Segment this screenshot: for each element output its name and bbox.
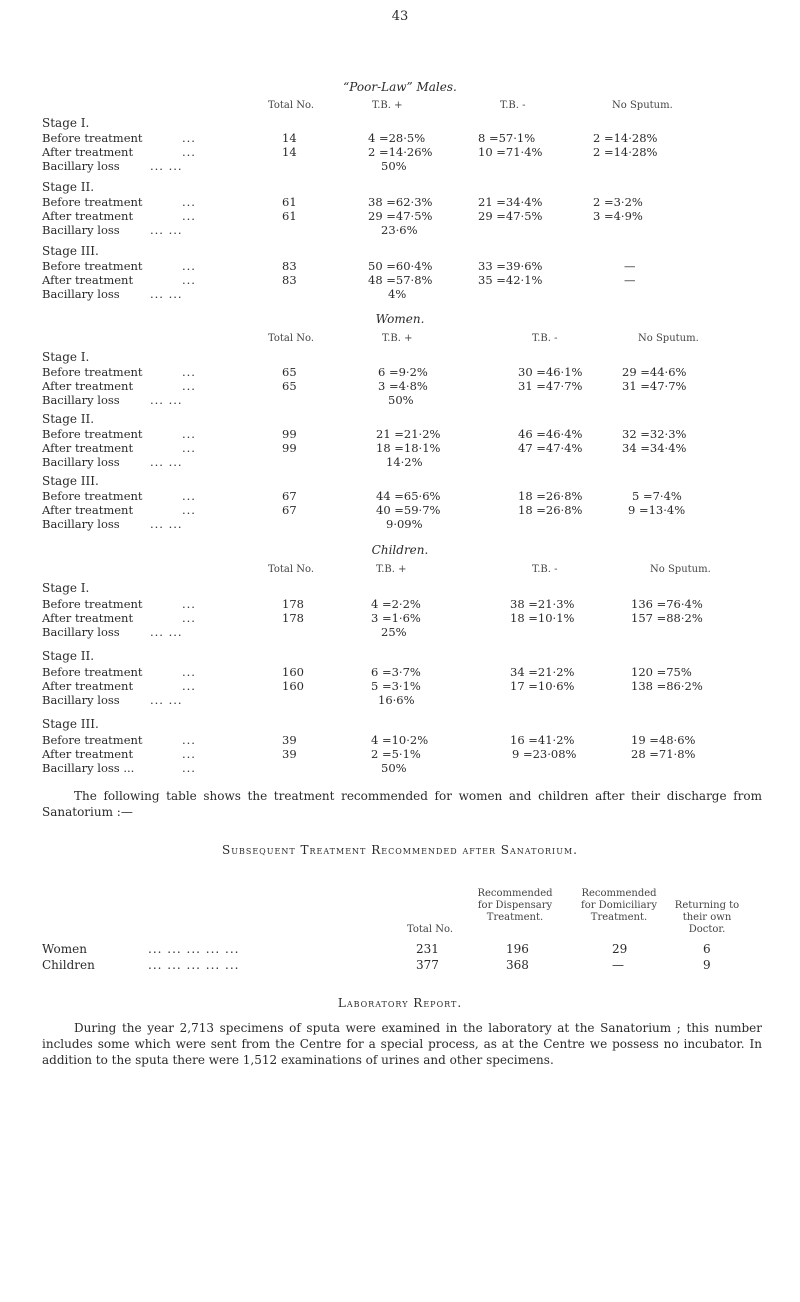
table-row xyxy=(0,942,800,956)
table-row xyxy=(0,427,800,441)
no-sputum-cell: — xyxy=(624,273,636,287)
row-label: Before treatment xyxy=(42,365,143,379)
table-row xyxy=(0,209,800,223)
tb-positive-cell: 3 =4·8% xyxy=(378,379,428,393)
table-row xyxy=(0,665,800,679)
row-label: Bacillary loss xyxy=(42,693,120,707)
tb-negative-cell: 47 =47·4% xyxy=(518,441,583,455)
tb-negative-cell: 8 =57·1% xyxy=(478,131,536,145)
total-cell: 178 xyxy=(282,597,304,611)
total-cell: 83 xyxy=(282,273,297,287)
table-row xyxy=(0,693,800,707)
no-sputum-cell: 3 =4·9% xyxy=(593,209,643,223)
tb-negative-cell: 17 =10·6% xyxy=(510,679,575,693)
tb-positive-cell: 4 =28·5% xyxy=(368,131,426,145)
stage-label: Stage III. xyxy=(42,474,99,488)
dispensary-cell: 196 xyxy=(506,942,529,956)
stage-label: Stage III. xyxy=(42,717,99,731)
column-header-total: Total No. xyxy=(268,100,315,111)
tb-positive-cell: 4 =10·2% xyxy=(371,733,429,747)
row-label: Before treatment xyxy=(42,427,143,441)
row-label: Before treatment xyxy=(42,259,143,273)
tb-negative-cell: 18 =10·1% xyxy=(510,611,575,625)
tb-positive-cell: 2 =14·26% xyxy=(368,145,433,159)
header-total-no: Total No. xyxy=(406,924,454,935)
table-row xyxy=(0,287,800,301)
tb-positive-cell: 2 =5·1% xyxy=(371,747,421,761)
stage-label: Stage I. xyxy=(42,350,90,364)
no-sputum-cell: 29 =44·6% xyxy=(622,365,687,379)
no-sputum-cell: 157 =88·2% xyxy=(631,611,703,625)
no-sputum-cell: 9 =13·4% xyxy=(628,503,686,517)
row-label: Women xyxy=(42,942,87,956)
table-row xyxy=(0,365,800,379)
total-cell: 99 xyxy=(282,427,297,441)
column-header-no-sputum: No Sputum. xyxy=(612,100,673,111)
bacillary-loss-cell: 9·09% xyxy=(386,517,423,531)
table-row xyxy=(0,679,800,693)
total-cell: 83 xyxy=(282,259,297,273)
total-cell: 377 xyxy=(416,958,439,972)
no-sputum-cell: — xyxy=(624,259,636,273)
total-cell: 67 xyxy=(282,489,297,503)
table-row xyxy=(0,259,800,273)
tb-positive-cell: 6 =9·2% xyxy=(378,365,428,379)
bacillary-loss-cell: 25% xyxy=(381,625,407,639)
total-cell: 178 xyxy=(282,611,304,625)
total-cell: 61 xyxy=(282,195,297,209)
no-sputum-cell: 2 =3·2% xyxy=(593,195,643,209)
intro-paragraph: The following table shows the treatment recommended for women and children after their discharge from Sanatorium :— xyxy=(42,789,762,819)
row-label: After treatment xyxy=(42,747,134,761)
row-label: After treatment xyxy=(42,679,134,693)
row-label: Before treatment xyxy=(42,489,143,503)
table-row xyxy=(0,441,800,455)
table-row xyxy=(0,223,800,237)
leader-dots: ... ... xyxy=(150,455,183,469)
leader-dots: ... xyxy=(182,679,196,693)
header-dispensary: Recommended for Dispensary Treatment. xyxy=(477,888,553,923)
row-label: After treatment xyxy=(42,611,134,625)
total-cell: 14 xyxy=(282,131,297,145)
stage-label: Stage I. xyxy=(42,116,90,130)
row-label: Before treatment xyxy=(42,195,143,209)
stage-label: Stage II. xyxy=(42,649,95,663)
row-label: After treatment xyxy=(42,273,134,287)
leader-dots: ... xyxy=(182,145,196,159)
no-sputum-cell: 138 =86·2% xyxy=(631,679,703,693)
tb-positive-cell: 50 =60·4% xyxy=(368,259,433,273)
row-label: After treatment xyxy=(42,503,134,517)
leader-dots: ... xyxy=(182,503,196,517)
total-cell: 67 xyxy=(282,503,297,517)
tb-negative-cell: 10 =71·4% xyxy=(478,145,543,159)
dispensary-cell: 368 xyxy=(506,958,529,972)
table-row xyxy=(0,455,800,469)
row-label: Bacillary loss xyxy=(42,223,120,237)
row-label: Bacillary loss xyxy=(42,517,120,531)
tb-negative-cell: 21 =34·4% xyxy=(478,195,543,209)
tb-negative-cell: 9 =23·08% xyxy=(512,747,577,761)
table-row xyxy=(0,625,800,639)
tb-negative-cell: 34 =21·2% xyxy=(510,665,575,679)
domiciliary-cell: — xyxy=(612,958,624,972)
table-row xyxy=(0,379,800,393)
tb-negative-cell: 16 =41·2% xyxy=(510,733,575,747)
leader-dots: ... ... ... ... ... xyxy=(148,942,240,956)
header-domiciliary: Recommended for Domiciliary Treatment. xyxy=(581,888,657,923)
bacillary-loss-cell: 4% xyxy=(388,287,407,301)
table-row xyxy=(0,611,800,625)
table-row xyxy=(0,747,800,761)
total-cell: 65 xyxy=(282,379,297,393)
no-sputum-cell: 19 =48·6% xyxy=(631,733,696,747)
leader-dots: ... xyxy=(182,665,196,679)
stage-label: Stage I. xyxy=(42,581,90,595)
leader-dots: ... ... xyxy=(150,625,183,639)
section-title-women: Women. xyxy=(375,312,425,326)
bacillary-loss-cell: 14·2% xyxy=(386,455,423,469)
row-label: Bacillary loss xyxy=(42,287,120,301)
leader-dots: ... ... xyxy=(150,393,183,407)
table-row xyxy=(0,597,800,611)
tb-positive-cell: 21 =21·2% xyxy=(376,427,441,441)
tb-negative-cell: 30 =46·1% xyxy=(518,365,583,379)
row-label: After treatment xyxy=(42,441,134,455)
column-header-total: Total No. xyxy=(268,333,315,344)
total-cell: 39 xyxy=(282,747,297,761)
tb-positive-cell: 3 =1·6% xyxy=(371,611,421,625)
bacillary-loss-cell: 50% xyxy=(388,393,414,407)
total-cell: 231 xyxy=(416,942,439,956)
no-sputum-cell: 2 =14·28% xyxy=(593,131,658,145)
own-doctor-cell: 6 xyxy=(703,942,711,956)
row-label: Children xyxy=(42,958,95,972)
bacillary-loss-cell: 23·6% xyxy=(381,223,418,237)
leader-dots: ... xyxy=(182,259,196,273)
total-cell: 65 xyxy=(282,365,297,379)
leader-dots: ... xyxy=(182,427,196,441)
leader-dots: ... xyxy=(182,441,196,455)
table-row xyxy=(0,131,800,145)
leader-dots: ... xyxy=(182,597,196,611)
row-label: After treatment xyxy=(42,209,134,223)
column-header-no-sputum: No Sputum. xyxy=(638,333,699,344)
leader-dots: ... xyxy=(182,379,196,393)
domiciliary-cell: 29 xyxy=(612,942,628,956)
bacillary-loss-cell: 50% xyxy=(381,761,407,775)
tb-positive-cell: 4 =2·2% xyxy=(371,597,421,611)
table-row xyxy=(0,273,800,287)
column-header-no-sputum: No Sputum. xyxy=(650,564,711,575)
leader-dots: ... xyxy=(182,131,196,145)
tb-negative-cell: 18 =26·8% xyxy=(518,489,583,503)
leader-dots: ... xyxy=(182,195,196,209)
column-header-tb-negative: T.B. - xyxy=(532,333,558,344)
leader-dots: ... ... xyxy=(150,159,183,173)
stage-label: Stage II. xyxy=(42,412,95,426)
laboratory-report-paragraph: During the year 2,713 specimens of sputa were examined in the laboratory at the Sanatorium ; this number includes some which were sent from the Centre for a special process, as at the Centre we possess no incubator. In addition to the sputa there were 1,512 examinations of urines and other specimens. xyxy=(42,1021,762,1067)
table-row xyxy=(0,159,800,173)
tb-negative-cell: 31 =47·7% xyxy=(518,379,583,393)
total-cell: 61 xyxy=(282,209,297,223)
bacillary-loss-cell: 16·6% xyxy=(378,693,415,707)
tb-positive-cell: 48 =57·8% xyxy=(368,273,433,287)
laboratory-report-title: Laboratory Report. xyxy=(337,996,463,1010)
row-label: Before treatment xyxy=(42,733,143,747)
stage-label: Stage II. xyxy=(42,180,95,194)
leader-dots: ... ... ... ... ... xyxy=(148,958,240,972)
tb-negative-cell: 29 =47·5% xyxy=(478,209,543,223)
total-cell: 160 xyxy=(282,679,304,693)
no-sputum-cell: 32 =32·3% xyxy=(622,427,687,441)
no-sputum-cell: 31 =47·7% xyxy=(622,379,687,393)
row-label: Bacillary loss xyxy=(42,393,120,407)
column-header-tb-positive: T.B. + xyxy=(372,100,403,111)
row-label: Before treatment xyxy=(42,665,143,679)
section-title-children: Children. xyxy=(371,543,429,557)
leader-dots: ... xyxy=(182,761,196,775)
row-label: Bacillary loss ... xyxy=(42,761,135,775)
table-row xyxy=(0,761,800,775)
tb-positive-cell: 5 =3·1% xyxy=(371,679,421,693)
table-row xyxy=(0,393,800,407)
tb-negative-cell: 35 =42·1% xyxy=(478,273,543,287)
leader-dots: ... ... xyxy=(150,693,183,707)
table-row xyxy=(0,503,800,517)
total-cell: 14 xyxy=(282,145,297,159)
tb-negative-cell: 33 =39·6% xyxy=(478,259,543,273)
table-row xyxy=(0,517,800,531)
tb-positive-cell: 6 =3·7% xyxy=(371,665,421,679)
column-header-total: Total No. xyxy=(268,564,315,575)
stage-label: Stage III. xyxy=(42,244,99,258)
tb-positive-cell: 44 =65·6% xyxy=(376,489,441,503)
bacillary-loss-cell: 50% xyxy=(381,159,407,173)
leader-dots: ... xyxy=(182,209,196,223)
tb-negative-cell: 38 =21·3% xyxy=(510,597,575,611)
leader-dots: ... ... xyxy=(150,223,183,237)
tb-positive-cell: 40 =59·7% xyxy=(376,503,441,517)
column-header-tb-negative: T.B. - xyxy=(500,100,526,111)
tb-positive-cell: 29 =47·5% xyxy=(368,209,433,223)
leader-dots: ... ... xyxy=(150,517,183,531)
total-cell: 160 xyxy=(282,665,304,679)
leader-dots: ... xyxy=(182,365,196,379)
leader-dots: ... xyxy=(182,489,196,503)
tb-positive-cell: 38 =62·3% xyxy=(368,195,433,209)
row-label: After treatment xyxy=(42,145,134,159)
row-label: Bacillary loss xyxy=(42,625,120,639)
row-label: Before treatment xyxy=(42,597,143,611)
own-doctor-cell: 9 xyxy=(703,958,711,972)
total-cell: 39 xyxy=(282,733,297,747)
column-header-tb-positive: T.B. + xyxy=(376,564,407,575)
tb-negative-cell: 18 =26·8% xyxy=(518,503,583,517)
header-own-doctor: Returning to their own Doctor. xyxy=(674,900,740,935)
column-header-tb-positive: T.B. + xyxy=(382,333,413,344)
no-sputum-cell: 34 =34·4% xyxy=(622,441,687,455)
table-row xyxy=(0,195,800,209)
table-row xyxy=(0,145,800,159)
no-sputum-cell: 28 =71·8% xyxy=(631,747,696,761)
page-number: 43 xyxy=(391,9,409,24)
table-row xyxy=(0,958,800,972)
no-sputum-cell: 2 =14·28% xyxy=(593,145,658,159)
no-sputum-cell: 136 =76·4% xyxy=(631,597,703,611)
leader-dots: ... xyxy=(182,733,196,747)
total-cell: 99 xyxy=(282,441,297,455)
subsequent-treatment-title: Subsequent Treatment Recommended after Sanatorium. xyxy=(222,843,578,857)
tb-positive-cell: 18 =18·1% xyxy=(376,441,441,455)
leader-dots: ... xyxy=(182,611,196,625)
table-row xyxy=(0,733,800,747)
column-header-tb-negative: T.B. - xyxy=(532,564,558,575)
no-sputum-cell: 120 =75% xyxy=(631,665,692,679)
row-label: Bacillary loss xyxy=(42,159,120,173)
table-row xyxy=(0,489,800,503)
tb-negative-cell: 46 =46·4% xyxy=(518,427,583,441)
section-title-males: “Poor-Law” Males. xyxy=(343,80,457,94)
row-label: Bacillary loss xyxy=(42,455,120,469)
no-sputum-cell: 5 =7·4% xyxy=(632,489,682,503)
leader-dots: ... xyxy=(182,747,196,761)
leader-dots: ... xyxy=(182,273,196,287)
leader-dots: ... ... xyxy=(150,287,183,301)
row-label: After treatment xyxy=(42,379,134,393)
row-label: Before treatment xyxy=(42,131,143,145)
